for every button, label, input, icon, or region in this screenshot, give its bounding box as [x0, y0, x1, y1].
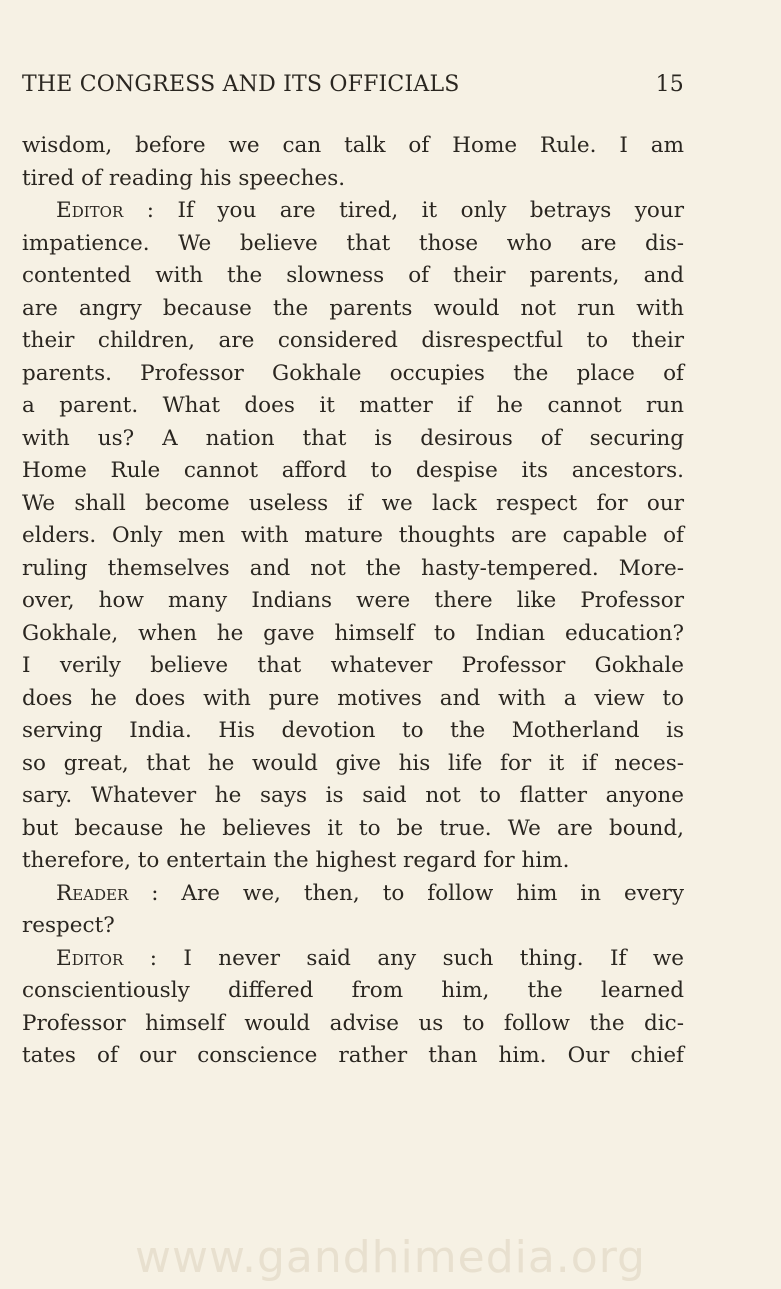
- text-line: over, how many Indians were there like Professor: [22, 588, 684, 613]
- text-line: Home Rule cannot afford to despise its ancestors.: [22, 458, 684, 483]
- text-line-content: : Are we, then, to follow him in every: [151, 880, 684, 906]
- text-line: impatience. We believe that those who are dis-: [22, 230, 684, 256]
- text-line: are angry because the parents would not run with: [22, 295, 684, 321]
- text-line: with us? A nation that is desirous of securing: [22, 425, 684, 451]
- text-line: therefore, to entertain the highest regard for him.: [22, 848, 570, 873]
- text-line-content: : I never said any such thing. If we: [149, 945, 684, 971]
- text-line: tired of reading his speeches.: [22, 165, 346, 191]
- text-line: their children, are considered disrespectful to their: [22, 328, 684, 353]
- text-line: [22, 943, 684, 976]
- text-line: does he does with pure motives and with a view to: [22, 685, 684, 711]
- text-line: but because he believes it to be true. We are bound,: [22, 815, 684, 841]
- text-line: I verily believe that whatever Professor Gokhale: [22, 653, 684, 678]
- text-line: so great, that he would give his life for it if neces-: [22, 750, 684, 776]
- text-line: contented with the slowness of their parents, and: [22, 263, 684, 288]
- body-text: [22, 130, 684, 1073]
- text-line: Gokhale, when he gave himself to Indian education?: [22, 620, 684, 646]
- text-line: tates of our conscience rather than him. Our chief: [22, 1043, 684, 1068]
- text-line: parents. Professor Gokhale occupies the place of: [22, 360, 684, 386]
- text-line: a parent. What does it matter if he cannot run: [22, 393, 684, 418]
- text-line-content: : If you are tired, it only betrays your: [146, 198, 685, 223]
- running-head: [22, 72, 684, 97]
- speaker-label: Editor: [56, 945, 124, 971]
- watermark: www.gandhimedia.org: [135, 1232, 646, 1283]
- text-line: elders. Only men with mature thoughts are capable of: [22, 523, 684, 548]
- text-line: sary. Whatever he says is said not to flatter anyone: [22, 783, 684, 808]
- text-line: We shall become useless if we lack respect for our: [22, 490, 684, 516]
- text-line: respect?: [22, 913, 115, 938]
- text-line: conscientiously differed from him, the learned: [22, 978, 684, 1003]
- text-line: Professor himself would advise us to follow the dic-: [22, 1010, 684, 1036]
- text-line: wisdom, before we can talk of Home Rule. I am: [22, 133, 684, 158]
- text-line: [22, 878, 684, 911]
- running-head-title: THE CONGRESS AND ITS OFFICIALS: [22, 72, 460, 97]
- page-number: 15: [655, 72, 684, 97]
- text-line: ruling themselves and not the hasty-tempered. More-: [22, 555, 684, 581]
- speaker-label: Reader: [56, 880, 129, 906]
- text-line: [22, 195, 684, 228]
- text-line: serving India. His devotion to the Motherland is: [22, 718, 684, 743]
- speaker-label: Editor: [56, 198, 124, 223]
